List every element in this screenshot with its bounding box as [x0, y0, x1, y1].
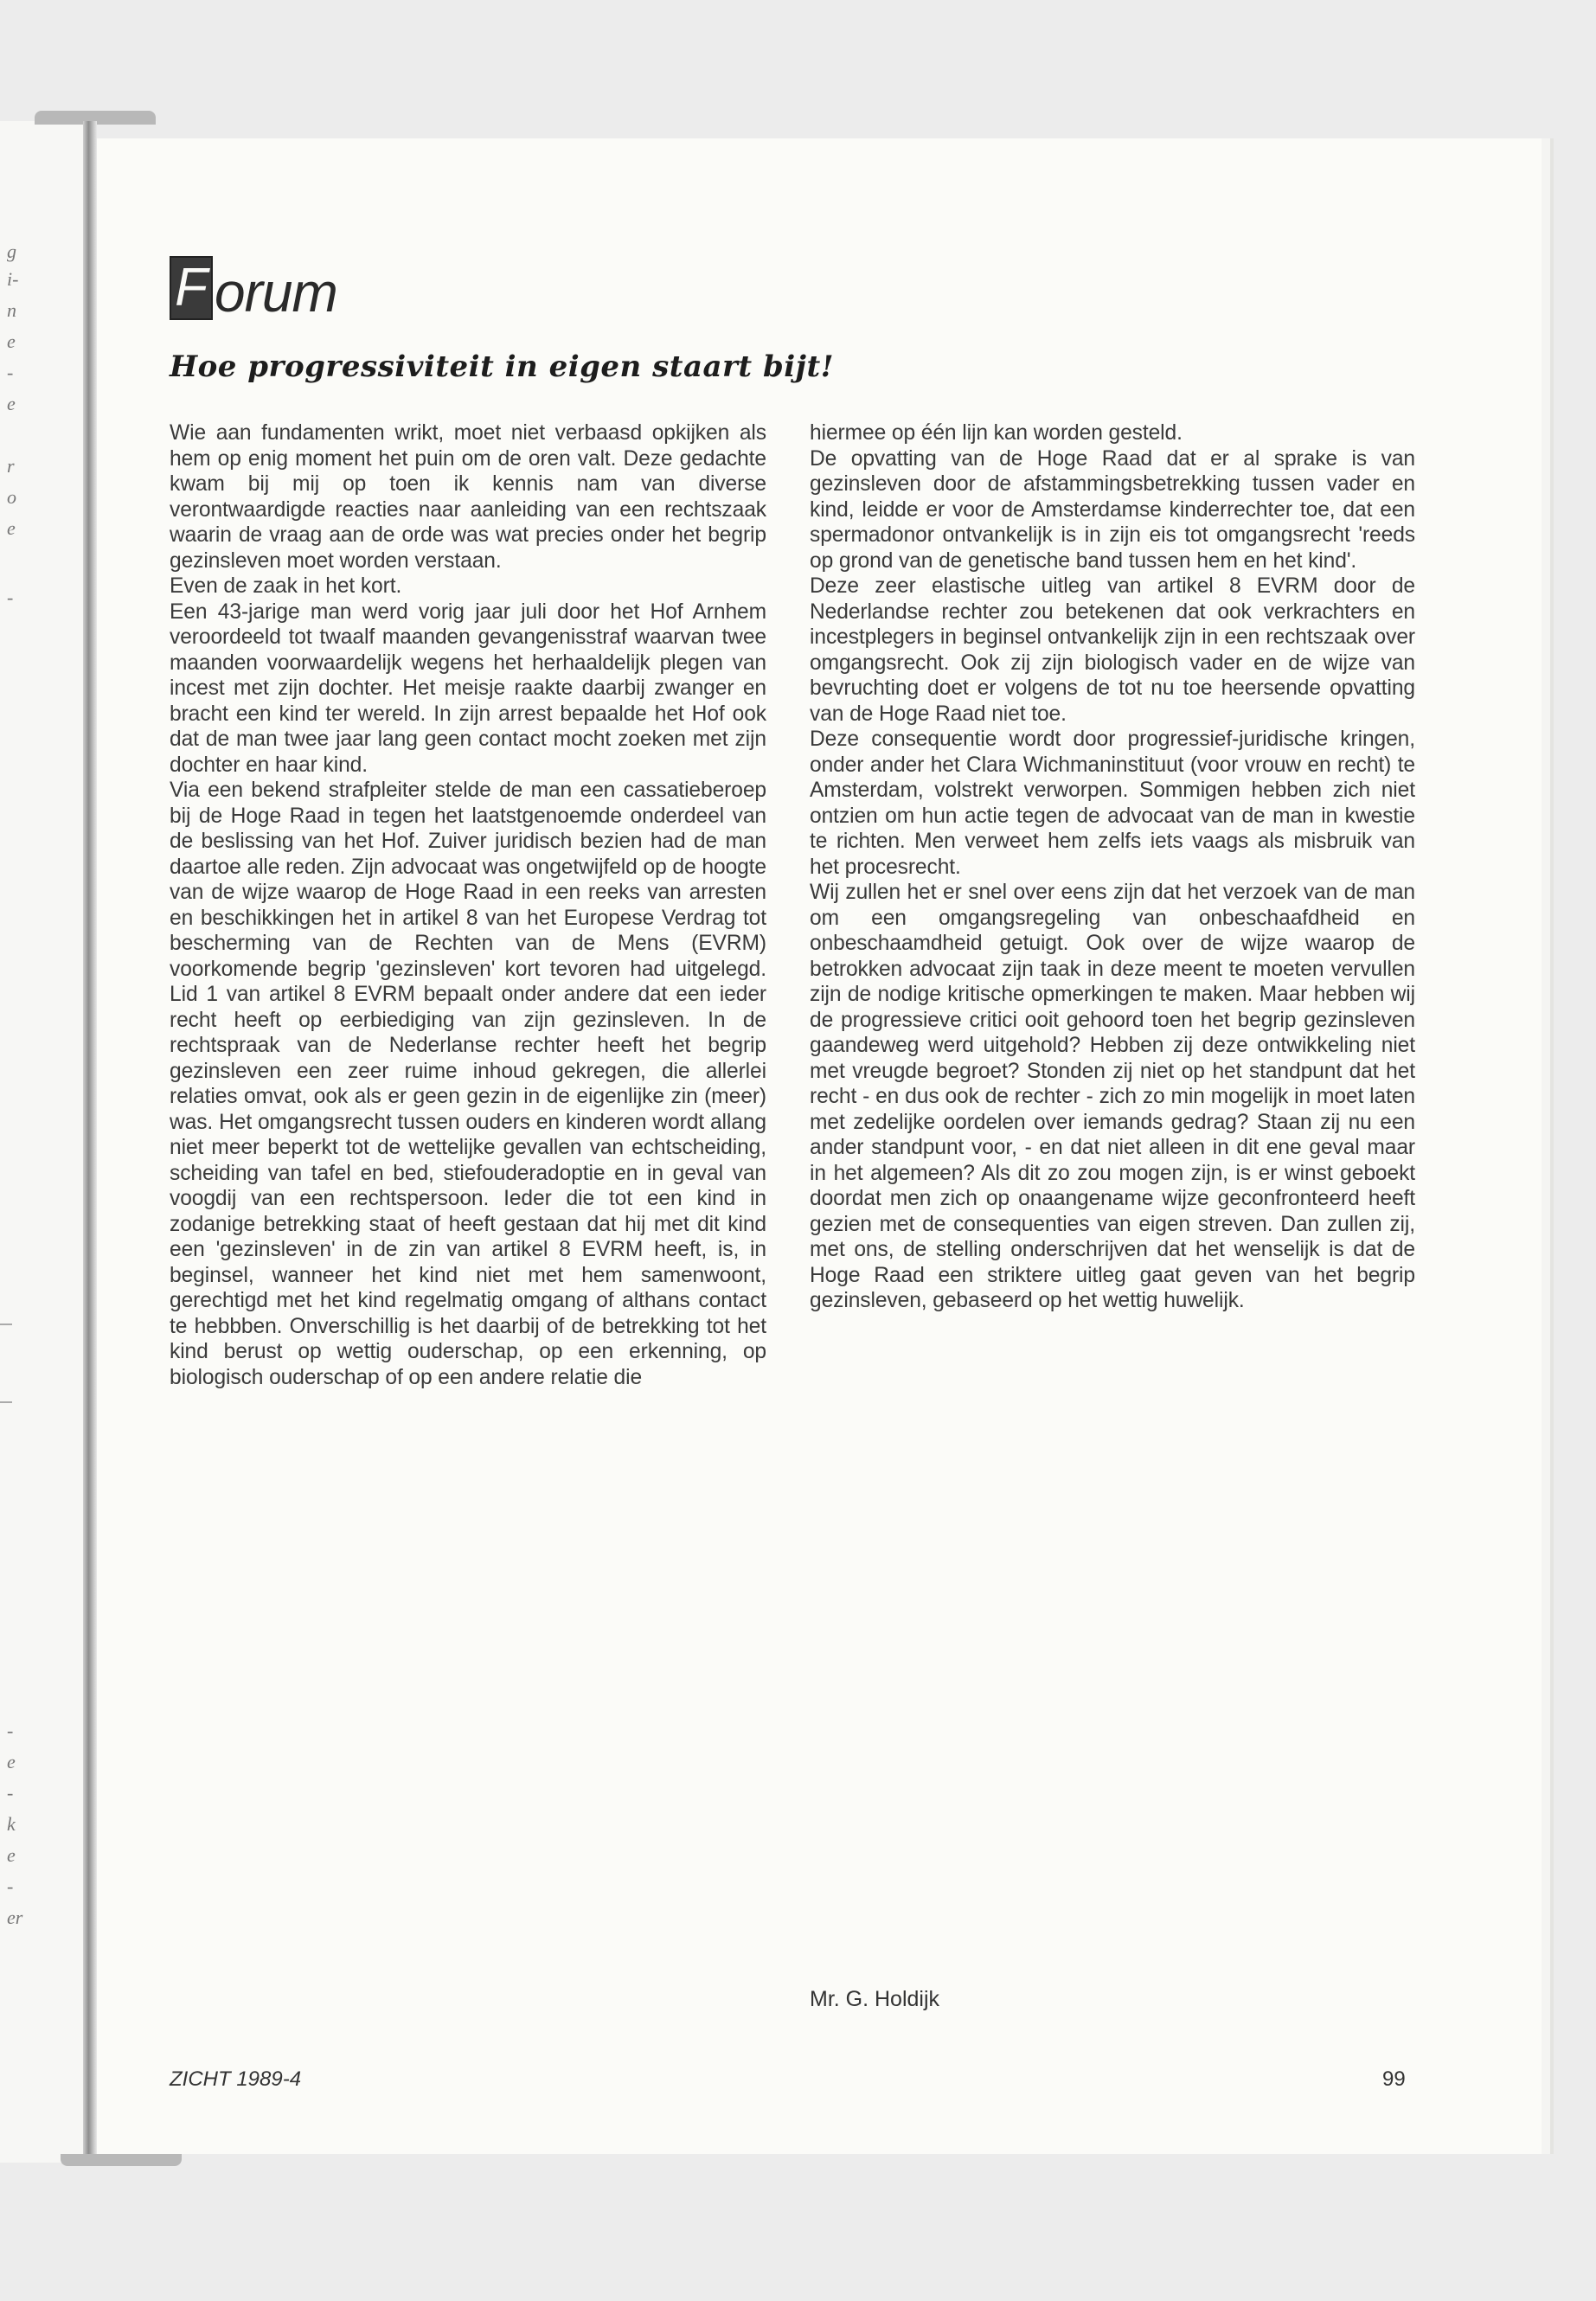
margin-fragment: e [7, 1844, 16, 1866]
margin-fragment: g [7, 240, 16, 262]
forum-logo-text: orum [215, 261, 337, 324]
paragraph: Wij zullen het er snel over eens zijn dat het verzoek van de man om een omgangsregeling van onbeschaafdheid en onbeschaamdheid getuigt. Ook over de wijze waarop de betrokken advocaat zijn taak in deze meent te moeten vervullen zijn de nodige kritische opmerkingen te maken. Maar hebben wij de progressieve critici ooit gehoord toen het begrip gezinsleven gaandeweg werd uitgehold? Hebben zij deze ontwikkeling niet met vreugde begroet? Stonden zij niet op het standpunt dat het recht - en dus ook de rechter - zich zo min mogelijk in moet laten met zedelijke oordelen over iemands gedrag? Staan zij nu een ander standpunt voor, - en dat niet alleen in dit ene geval maar in het algemeen? Als dit zo zou mogen zijn, is er winst geboekt doordat men zich op onaangename wijze geconfronteerd heeft gezien met de consequenties van eigen streven. Dan zullen zij, met ons, de stelling onderschrijven dat het wenselijk is dat de Hoge Raad een striktere uitleg gaat geven van het begrip gezinsleven, gebaseerd op het wettig huwelijk. [810, 881, 1415, 1312]
margin-fragment: e [7, 517, 16, 539]
margin-fragment: - [7, 1875, 14, 1897]
section-masthead [170, 251, 337, 324]
author-signature: Mr. G. Holdijk [810, 1987, 940, 2011]
forum-logo-initial: F [170, 256, 213, 320]
article-headline: Hoe progressiviteit in eigen staart bijt! [170, 349, 835, 384]
margin-fragment: - [7, 1720, 14, 1741]
margin-fragment: r [7, 455, 15, 477]
binding-bottom-edge [61, 2154, 182, 2166]
margin-rule [0, 1401, 12, 1403]
margin-fragment: e [7, 393, 16, 414]
margin-fragment: k [7, 1813, 16, 1835]
margin-fragment: - [7, 362, 14, 383]
paragraph: De opvatting van de Hoge Raad dat er al sprake is van gezinsleven door de afstammingsbetrekking tussen vader en kind, leidde er voor de Amsterdamse kinderrechter toe, dat een spermadonor ontvankelijk is in zijn eis tot omgangsrecht 'reeds op grond van de genetische band tussen hem en het kind'. [810, 446, 1415, 573]
paragraph: Via een bekend strafpleiter stelde de man een cassatieberoep bij de Hoge Raad in tegen het laatstgenoemde onderdeel van de beslissing van het Hof. Zuiver juridisch bezien had de man daartoe alle reden. Zijn advocaat was ongetwijfeld op de hoogte van de wijze waarop de Hoge Raad in een reeks van arresten en beschikkingen het in artikel 8 van het Europese Verdrag tot bescherming van de Rechten van de Mens (EVRM) voorkomende begrip 'gezinsleven' kort tevoren had uitgelegd. Lid 1 van artikel 8 EVRM bepaalt onder andere dat een ieder recht heeft op eerbiediging van zijn gezinsleven. In de rechtspraak van de Nederlanse rechter heeft het begrip gezinsleven een zeer ruime inhoud gekregen, die allerlei relaties omvat, ook als er geen gezin in de eigenlijke zin (meer) was. Het omgangsrecht tussen ouders en kinderen wordt allang niet meer beperkt tot de wettelijke gevallen van echtscheiding, scheiding van tafel en bed, stiefouderadoptie en in geval van voogdij van een rechtspersoon. Ieder die tot een kind in zodanige betrekking staat of heeft gestaan dat hij met dit kind een 'gezinsleven' in de zin van artikel 8 EVRM heeft, is, in beginsel, wanneer het kind niet met hem samenwoont, gerechtigd met het kind regelmatig omgang of althans contact te hebbben. Onverschillig is het daarbij of de betrekking tot het kind berust op wettig ouderschap, op een erkenning, op biologisch ouderschap of op een andere relatie die [170, 779, 766, 1389]
previous-page-sliver [0, 121, 83, 2163]
paragraph: hiermee op één lijn kan worden gesteld. [810, 421, 1183, 445]
paragraph: Een 43-jarige man werd vorig jaar juli door het Hof Arnhem veroordeeld tot twaalf maanden gevangenisstraf waarvan twee maanden voorwaardelijk wegens het herhaaldelijk plegen van incest met zijn dochter. Het meisje raakte daarbij zwanger en bracht een kind ter wereld. In zijn arrest bepaalde het Hof ook dat de man twee jaar lang geen contact mocht zoeken met zijn dochter en haar kind. [170, 599, 766, 777]
margin-fragment: - [7, 1782, 14, 1804]
paragraph: Deze consequentie wordt door progressief-juridische kringen, onder ander het Clara Wichmaninstituut (voor vrouw en recht) te Amsterdam, volstrekt verworpen. Sommigen hebben zich niet ontzien om hun actie tegen de advocaat van de man in kwestie te richten. Men verweet hem zelfs iets vaags als misbruik van het procesrecht. [810, 727, 1415, 879]
margin-fragment: o [7, 486, 16, 508]
article-right-column [810, 420, 1415, 1314]
margin-fragment: e [7, 330, 16, 352]
margin-fragment: n [7, 299, 16, 321]
margin-rule [0, 1324, 12, 1325]
page-edge [1542, 138, 1550, 2154]
margin-fragment: i- [7, 268, 19, 290]
article-left-column [170, 420, 766, 1390]
margin-fragment: er [7, 1907, 23, 1928]
margin-fragment: e [7, 1751, 16, 1772]
paragraph: Deze zeer elastische uitleg van artikel 8 EVRM door de Nederlandse rechter zou betekenen dat ook verkrachters en incestplegers in beginsel ontvankelijk zijn in een rechtszaak over omgangsrecht. Ook zij zijn biologisch vader en de wijze van bevruchting doet er volgens de tot nu toe heersende opvatting van de Hoge Raad niet toe. [810, 574, 1415, 726]
publication-footer: ZICHT 1989-4 [170, 2067, 302, 2091]
margin-fragment: - [7, 586, 14, 608]
page-number: 99 [1382, 2067, 1406, 2091]
paragraph: Wie aan fundamenten wrikt, moet niet verbaasd opkijken als hem op enig moment het puin om de oren valt. Deze gedachte kwam bij mij op toen ik kennis nam van diverse verontwaardigde reacties naar aanleiding van een rechtszaak waarin de vraag aan de orde was wat precies onder het begrip gezinsleven moet worden verstaan. [170, 421, 766, 573]
book-binding [83, 121, 97, 2163]
paragraph: Even de zaak in het kort. [170, 574, 402, 598]
